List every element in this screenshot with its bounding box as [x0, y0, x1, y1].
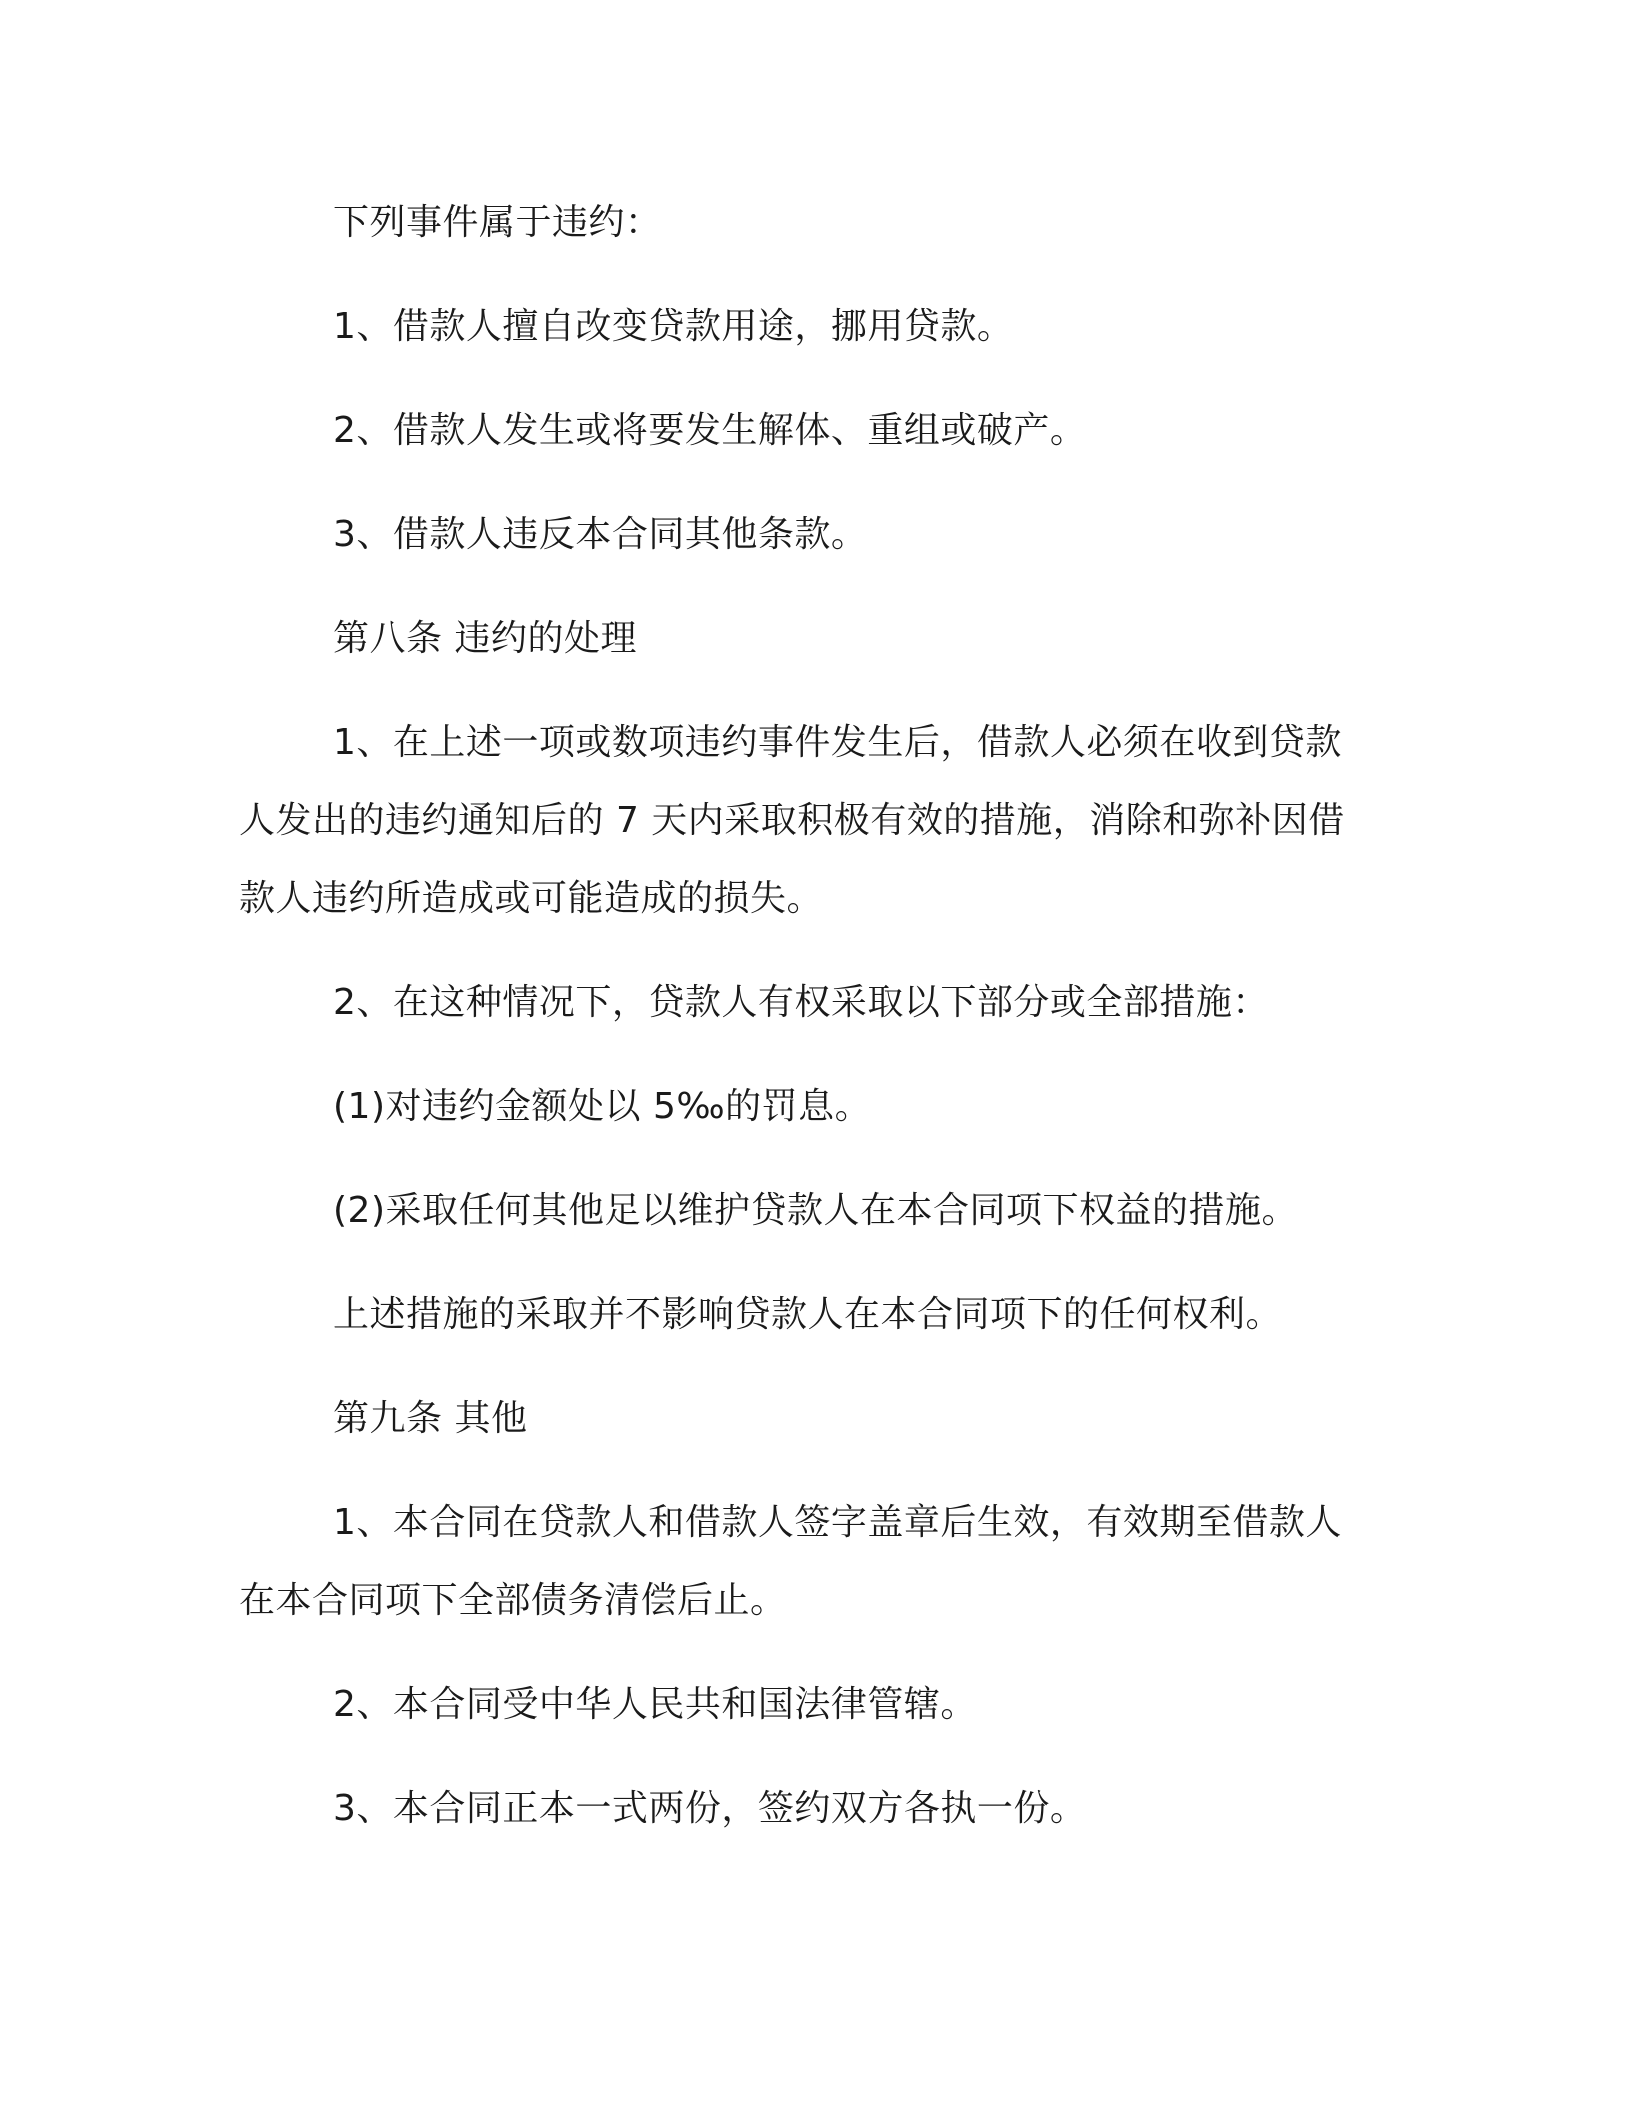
paragraph-article-9-item-2: 2、本合同受中华人民共和国法律管辖。 — [333, 1684, 977, 1725]
paragraph-article-9-item-3: 3、本合同正本一式两份，签约双方各执一份。 — [333, 1788, 1087, 1829]
paragraph-breach-item-2: 2、借款人发生或将要发生解体、重组或破产。 — [333, 410, 1087, 451]
paragraph-measure-1: (1)对违约金额处以 5‰的罚息。 — [333, 1086, 872, 1127]
paragraph-article-8-item-2: 2、在这种情况下，贷款人有权采取以下部分或全部措施： — [333, 982, 1269, 1023]
section-heading-article-8: 第八条 违约的处理 — [333, 618, 637, 659]
paragraph-breach-intro: 下列事件属于违约： — [333, 202, 662, 243]
paragraph-article-9-item-1: 1、本合同在贷款人和借款人签字盖章后生效，有效期至借款人在本合同项下全部债务清偿后止。 — [239, 1502, 1342, 1621]
section-heading-article-9: 第九条 其他 — [333, 1398, 528, 1439]
paragraph-measure-2: (2)采取任何其他足以维护贷款人在本合同项下权益的措施。 — [333, 1190, 1298, 1231]
document-body — [239, 184, 1369, 1874]
paragraph-article-8-item-1: 1、在上述一项或数项违约事件发生后，借款人必须在收到贷款人发出的违约通知后的 7 天内采取积极有效的措施，消除和弥补因借款人违约所造成或可能造成的损失。 — [239, 722, 1345, 919]
paragraph-measures-note: 上述措施的采取并不影响贷款人在本合同项下的任何权利。 — [333, 1294, 1283, 1335]
paragraph-breach-item-3: 3、借款人违反本合同其他条款。 — [333, 514, 868, 555]
paragraph-breach-item-1: 1、借款人擅自改变贷款用途，挪用贷款。 — [333, 306, 1014, 347]
